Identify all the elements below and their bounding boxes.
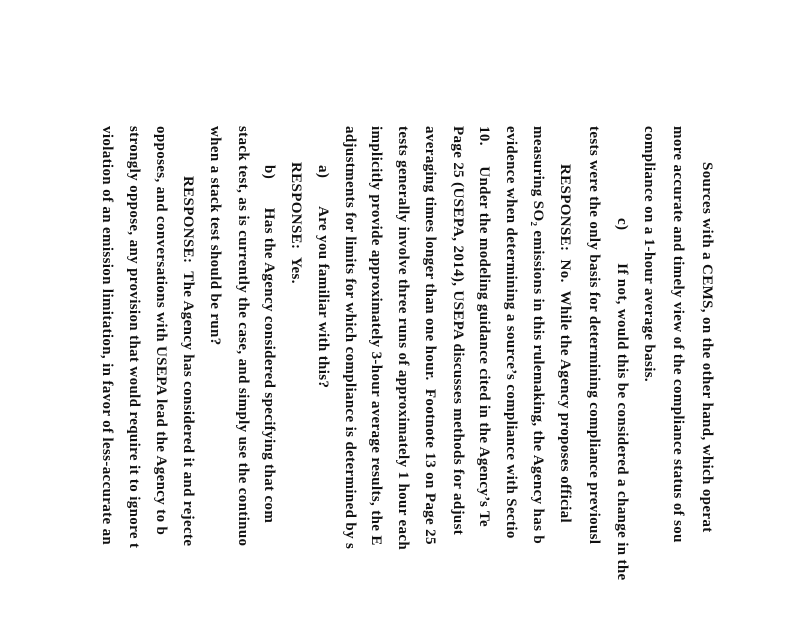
text-line-18: stack test, as is currently the case, and simply use the continuo <box>235 126 251 547</box>
text-line-6: RESPONSE: No. While the Agency proposes official <box>557 164 573 524</box>
text-line-9: 10. Under the modeling guidance cited in the Agency’s Te <box>476 126 492 528</box>
text-line-10: Page 25 (USEPA, 2014), USEPA discusses methods for adjust <box>450 126 466 536</box>
text-line-19: when a stack test should be run? <box>207 126 223 346</box>
text-line-4: c) If not, would this be considered a change in the <box>614 218 630 581</box>
text-line-14: adjustments for limits for which compliance is determined by s <box>342 126 358 550</box>
text-line-21: opposes, and conversations with USEPA lead the Agency to b <box>153 126 169 536</box>
text-line-20: RESPONSE: The Agency has considered it and rejecte <box>180 176 196 547</box>
text-line-7: measuring SO₂ emissions in this rulemaking, the Agency has b <box>530 126 546 545</box>
text-line-15: a) Are you familiar with this? <box>315 165 331 389</box>
text-line-11: averaging times longer than one hour. Footnote 13 on Page 25 <box>422 126 438 545</box>
text-line-23: violation of an emission limitation, in favor of less-accurate an <box>99 126 115 546</box>
text-line-1: Sources with a CEMS, on the other hand, which operat <box>699 162 715 533</box>
text-line-3: compliance on a 1-hour average basis. <box>641 126 657 383</box>
text-line-13: implicitly provide approximately 3-hour average results, the E <box>368 126 384 546</box>
text-line-12: tests generally involve three runs of approximately 1 hour each <box>395 126 411 551</box>
text-line-5: tests were the only basis for determining compliance previousl <box>586 126 602 545</box>
text-line-2: more accurate and timely view of the compliance status of sou <box>670 126 686 543</box>
text-line-8: evidence when determining a source’s compliance with Sectio <box>503 126 519 539</box>
text-line-22: strongly oppose, any provision that would require it to ignore t <box>126 126 142 549</box>
text-line-16: RESPONSE: Yes. <box>288 162 304 284</box>
text-line-17: b) Has the Agency considered specifying that com <box>261 165 277 524</box>
